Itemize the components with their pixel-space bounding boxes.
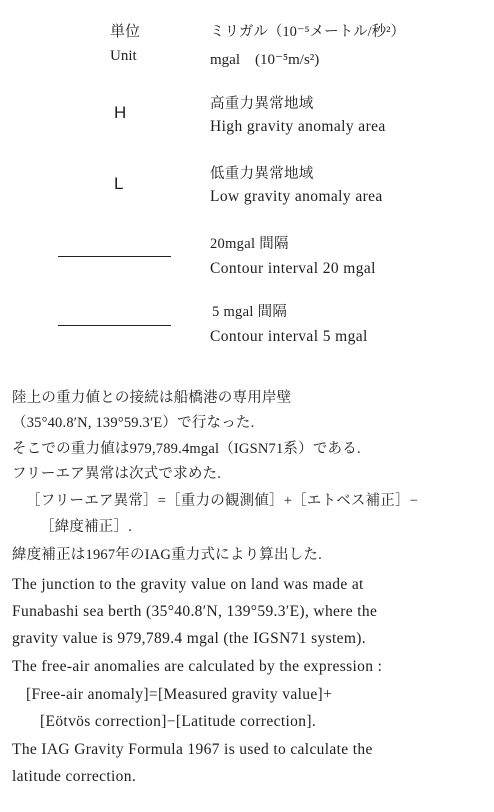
- note-ja-line: そこでの重力値は979,789.4mgal（IGSN71系）である.: [12, 441, 361, 457]
- contour20-desc-en: Contour interval 20 mgal: [210, 260, 376, 277]
- note-en-formula: [Free-air anomaly]=[Measured gravity value]+: [26, 686, 333, 703]
- note-en-line: gravity value is 979,789.4 mgal (the IGSN71 system).: [12, 630, 366, 647]
- high-symbol: H: [114, 103, 127, 122]
- note-ja-line: 陸上の重力値との接続は船橋港の専用岸壁: [12, 390, 292, 406]
- note-en-line: The IAG Gravity Formula 1967 is used to calculate the: [12, 741, 373, 758]
- unit-value-en: mgal (10⁻⁵m/s²): [210, 52, 320, 68]
- note-ja-line: （35°40.8′N, 139°59.3′E）で行なった.: [12, 415, 255, 431]
- unit-value-ja: ミリガル（10⁻⁵メートル/秒²）: [210, 24, 405, 40]
- note-en-line: The junction to the gravity value on land was made at: [12, 576, 364, 593]
- unit-label-en: Unit: [110, 48, 137, 64]
- unit-label-ja: 単位: [110, 24, 141, 40]
- note-ja-line: 緯度補正は1967年のIAG重力式により算出した.: [12, 547, 322, 563]
- note-en-line: latitude correction.: [12, 768, 137, 785]
- note-ja-formula: ［フリーエア異常］=［重力の観測値］+［エトベス補正］−: [26, 493, 419, 509]
- note-en-formula-cont: [Eötvös correction]−[Latitude correction].: [40, 713, 317, 730]
- low-symbol: L: [114, 174, 124, 193]
- contour-line-5-symbol: [58, 325, 171, 326]
- low-desc-ja: 低重力異常地域: [210, 166, 314, 182]
- contour5-desc-en: Contour interval 5 mgal: [210, 328, 368, 345]
- note-ja-line: フリーエア異常は次式で求めた.: [12, 466, 222, 482]
- high-desc-en: High gravity anomaly area: [210, 118, 386, 135]
- low-desc-en: Low gravity anomaly area: [210, 188, 383, 205]
- note-en-line: The free-air anomalies are calculated by the expression :: [12, 658, 383, 675]
- contour-line-20-symbol: [58, 256, 171, 257]
- contour5-desc-ja: 5 mgal 間隔: [212, 304, 288, 320]
- note-en-line: Funabashi sea berth (35°40.8′N, 139°59.3′E), where the: [12, 603, 378, 620]
- high-desc-ja: 高重力異常地域: [210, 96, 314, 112]
- note-ja-formula-cont: ［緯度補正］.: [40, 519, 133, 535]
- contour20-desc-ja: 20mgal 間隔: [210, 236, 289, 252]
